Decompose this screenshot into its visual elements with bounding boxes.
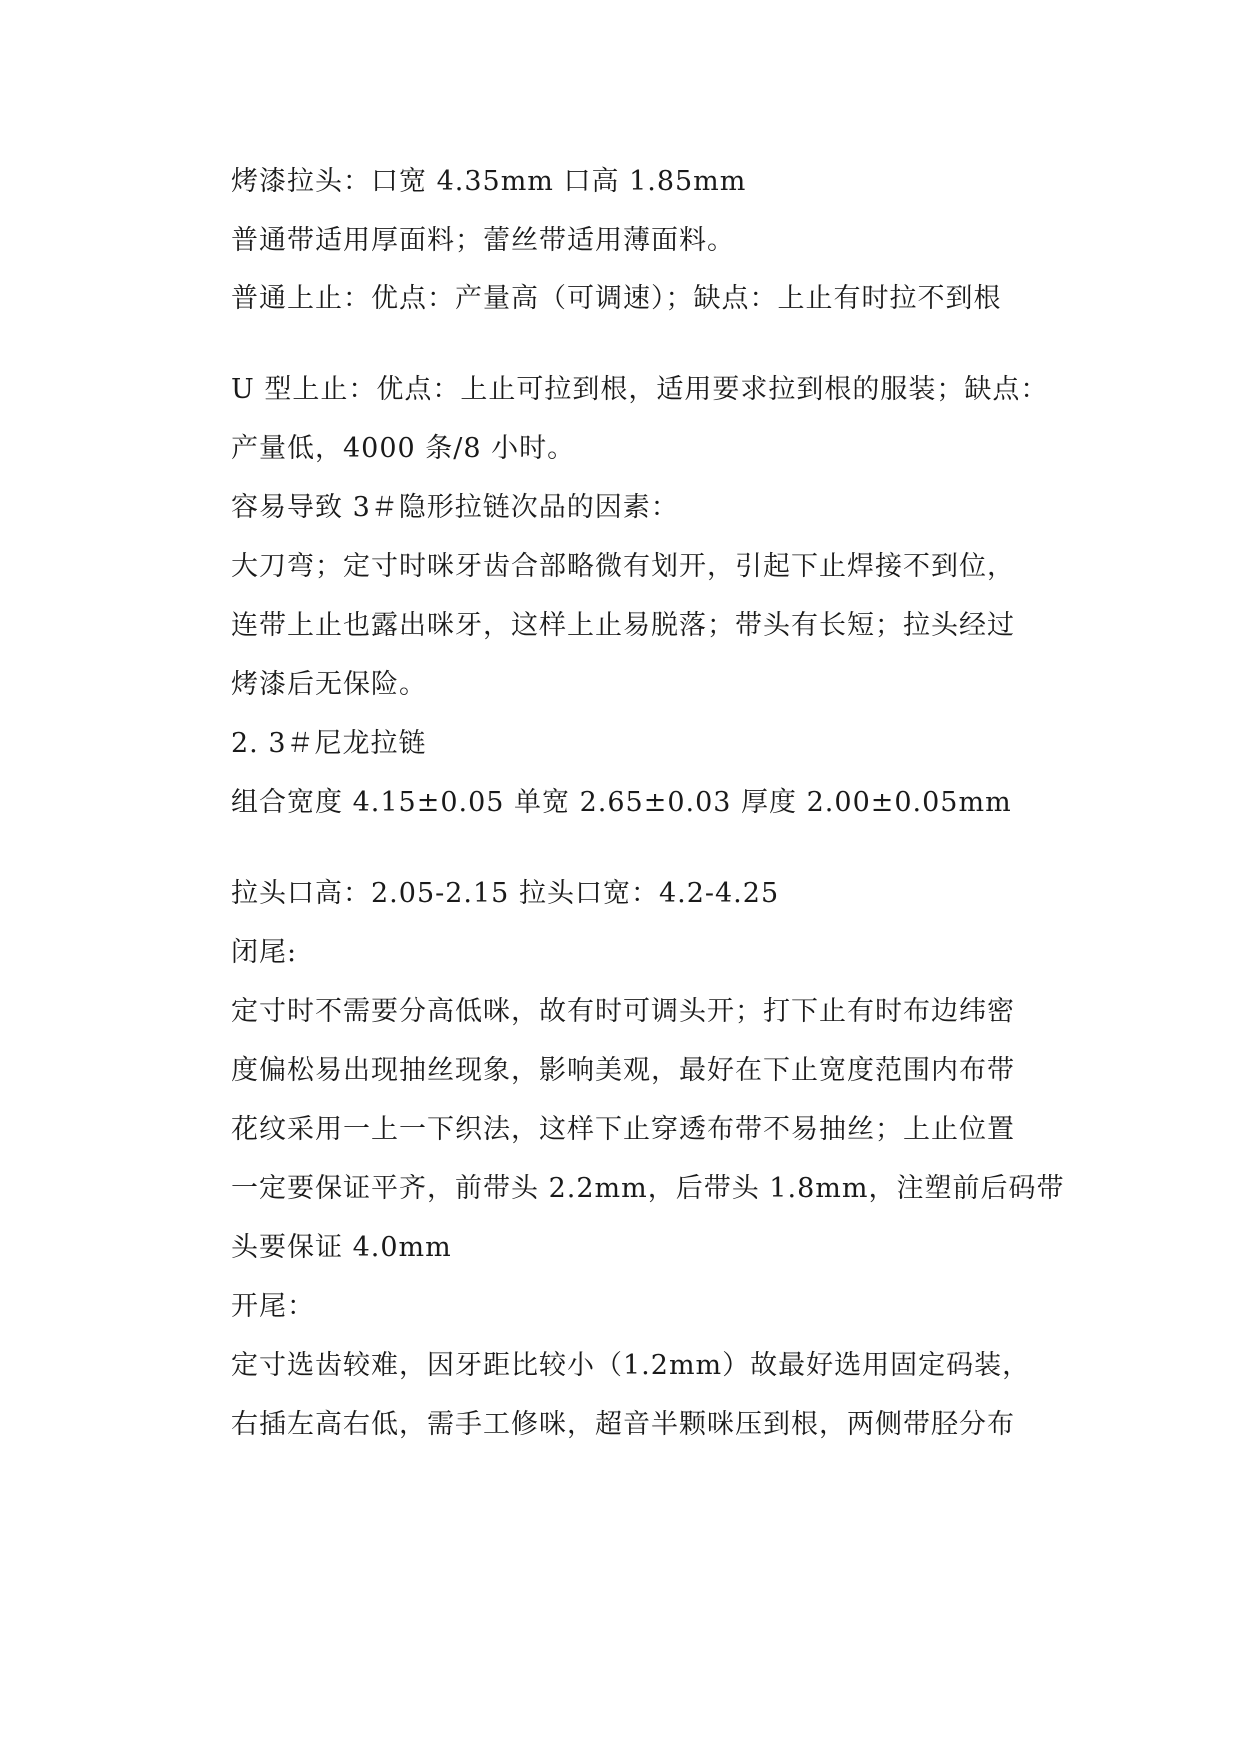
text-line: 头要保证 4.0mm <box>231 1232 452 1263</box>
text-line: 右插左高右低，需手工修咪，超音半颗咪压到根，两侧带胫分布 <box>231 1409 1015 1440</box>
text-line: 开尾： <box>231 1291 315 1322</box>
text-line: U 型上止：优点：上止可拉到根，适用要求拉到根的服装；缺点： <box>231 374 1049 405</box>
text-line: 烤漆拉头：口宽 4.35mm 口高 1.85mm <box>231 166 747 197</box>
text-line: 烤漆后无保险。 <box>231 669 427 700</box>
text-line: 组合宽度 4.15±0.05 单宽 2.65±0.03 厚度 2.00±0.05mm <box>231 787 1012 818</box>
text-line: 闭尾: <box>231 937 298 968</box>
text-line: 定寸时不需要分高低咪，故有时可调头开；打下止有时布边纬密 <box>231 996 1015 1027</box>
text-line: 普通上止：优点：产量高（可调速）；缺点：上止有时拉不到根 <box>231 283 1002 314</box>
text-line: 度偏松易出现抽丝现象，影响美观，最好在下止宽度范围内布带 <box>231 1055 1015 1086</box>
text-line: 定寸选齿较难，因牙距比较小（1.2mm）故最好选用固定码装， <box>231 1350 1031 1381</box>
text-line: 花纹采用一上一下织法，这样下止穿透布带不易抽丝；上止位置 <box>231 1114 1015 1145</box>
text-line: 一定要保证平齐，前带头 2.2mm，后带头 1.8mm，注塑前后码带 <box>231 1173 1065 1204</box>
text-line: 2. 3＃尼龙拉链 <box>231 728 427 759</box>
text-line: 拉头口高：2.05-2.15 拉头口宽：4.2-4.25 <box>231 878 780 909</box>
text-line: 产量低，4000 条/8 小时。 <box>231 433 576 464</box>
text-line: 容易导致 3＃隐形拉链次品的因素： <box>231 492 679 523</box>
text-line: 普通带适用厚面料；蕾丝带适用薄面料。 <box>231 225 735 256</box>
text-line: 大刀弯；定寸时咪牙齿合部略微有划开，引起下止焊接不到位， <box>231 551 1015 582</box>
text-line: 连带上止也露出咪牙，这样上止易脱落；带头有长短；拉头经过 <box>231 610 1015 641</box>
